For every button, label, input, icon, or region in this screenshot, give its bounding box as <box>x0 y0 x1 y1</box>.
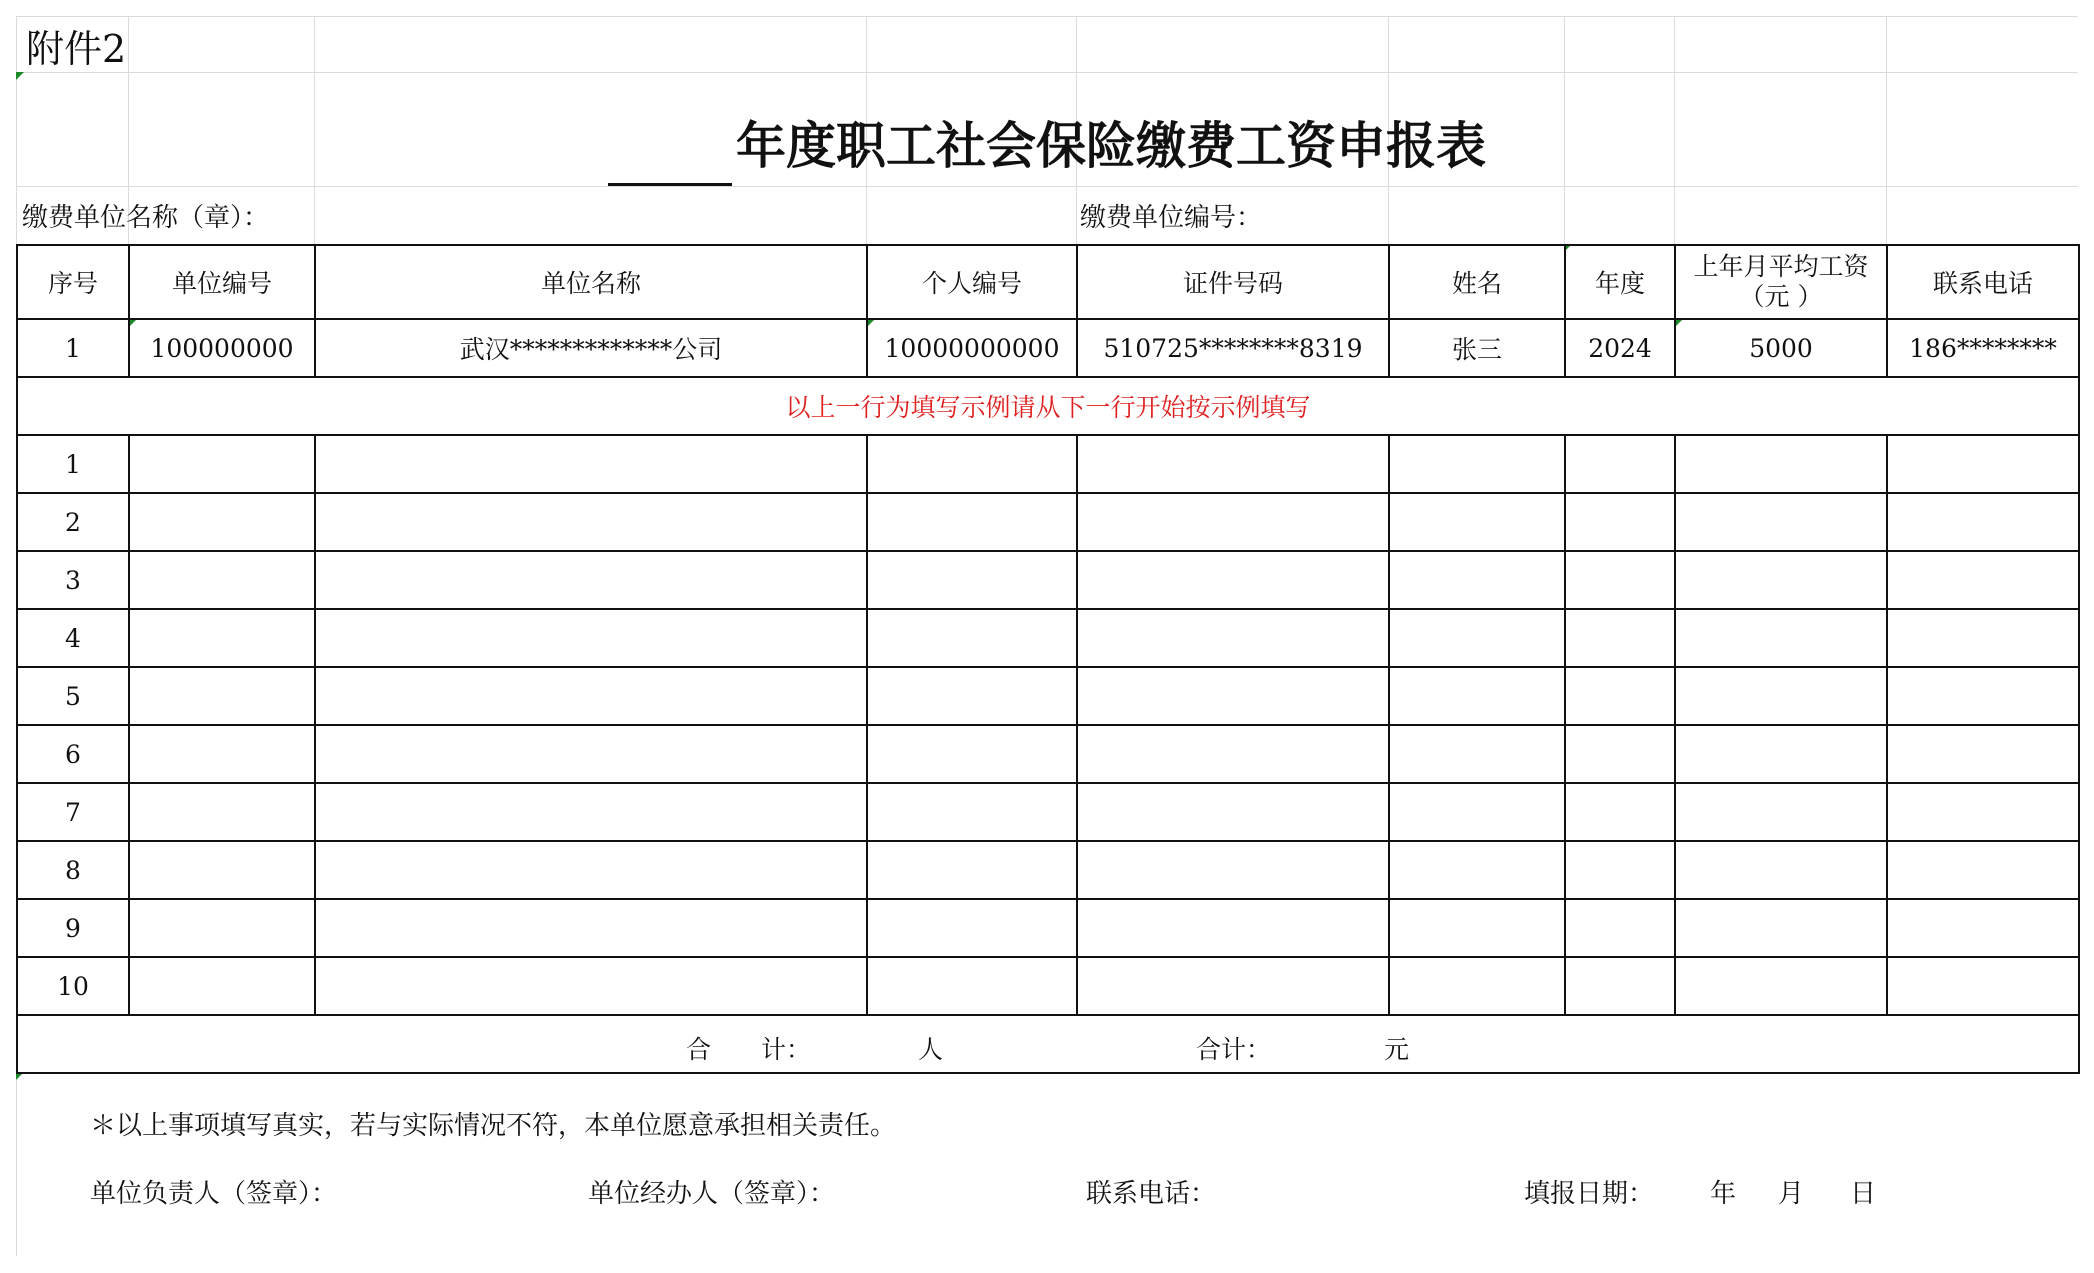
annex-label: 附件2 <box>26 27 127 71</box>
table-cell[interactable] <box>129 667 315 725</box>
row-number: 5 <box>17 667 129 725</box>
table-cell[interactable] <box>1565 667 1675 725</box>
col-header-serial: 序号 <box>17 245 129 319</box>
year-blank[interactable] <box>608 131 732 186</box>
col-header-unit-name: 单位名称 <box>315 245 867 319</box>
table-cell[interactable] <box>867 435 1077 493</box>
spreadsheet-sheet <box>16 16 2078 1256</box>
col-header-year: 年度 <box>1565 245 1675 319</box>
table-cell[interactable] <box>129 493 315 551</box>
table-cell[interactable] <box>1077 725 1389 783</box>
table-cell[interactable] <box>315 899 867 957</box>
table-cell[interactable] <box>129 841 315 899</box>
table-cell[interactable] <box>1675 493 1887 551</box>
table-cell[interactable] <box>1077 957 1389 1015</box>
table-cell[interactable] <box>1077 667 1389 725</box>
table-cell[interactable] <box>867 667 1077 725</box>
row-number: 3 <box>17 551 129 609</box>
table-cell[interactable] <box>315 667 867 725</box>
example-cell[interactable]: 100000000 <box>129 319 315 377</box>
table-row <box>17 609 2079 667</box>
table-cell[interactable] <box>1077 551 1389 609</box>
row-number: 7 <box>17 783 129 841</box>
example-row <box>17 319 2079 377</box>
table-cell[interactable] <box>129 957 315 1015</box>
table-cell[interactable] <box>867 609 1077 667</box>
table-cell[interactable] <box>1389 551 1565 609</box>
gridline <box>16 72 2078 73</box>
table-cell[interactable] <box>1077 435 1389 493</box>
table-cell[interactable] <box>129 435 315 493</box>
totals-currency-unit: 元 <box>1384 1035 1410 1064</box>
table-cell[interactable] <box>1675 957 1887 1015</box>
table-cell[interactable] <box>1077 609 1389 667</box>
fill-date-label: 填报日期： <box>1524 1179 1655 1209</box>
example-cell[interactable]: 10000000000 <box>867 319 1077 377</box>
table-cell[interactable] <box>1675 899 1887 957</box>
table-cell[interactable] <box>1887 493 2079 551</box>
totals-people-unit: 人 <box>918 1035 944 1064</box>
table-cell[interactable] <box>1675 435 1887 493</box>
table-cell[interactable] <box>129 725 315 783</box>
unit-name-label: 缴费单位名称（章）： <box>22 203 270 233</box>
row-number: 2 <box>17 493 129 551</box>
table-cell[interactable] <box>867 493 1077 551</box>
table-cell[interactable] <box>1887 725 2079 783</box>
table-cell[interactable] <box>129 551 315 609</box>
table-cell[interactable] <box>1389 841 1565 899</box>
table-cell[interactable] <box>129 899 315 957</box>
row-number: 1 <box>17 435 129 493</box>
signature-head-label: 单位负责人（签章）： <box>90 1179 338 1209</box>
table-cell[interactable] <box>1389 725 1565 783</box>
table-cell[interactable] <box>315 725 867 783</box>
table-cell[interactable] <box>1565 551 1675 609</box>
row-number: 4 <box>17 609 129 667</box>
table-row <box>17 725 2079 783</box>
col-header-id-number: 证件号码 <box>1077 245 1389 319</box>
table-cell[interactable] <box>1389 609 1565 667</box>
table-cell[interactable] <box>867 841 1077 899</box>
table-cell[interactable] <box>129 783 315 841</box>
example-cell[interactable]: 186******** <box>1887 319 2079 377</box>
table-cell[interactable] <box>1887 841 2079 899</box>
form-title <box>16 106 2078 186</box>
col-header-avg-salary: 上年月平均工资（元 ） <box>1675 245 1887 319</box>
totals-line <box>18 1016 2078 1072</box>
example-cell[interactable]: 510725********8319 <box>1077 319 1389 377</box>
table-cell[interactable] <box>867 783 1077 841</box>
table-cell[interactable] <box>315 957 867 1015</box>
instruction-row <box>17 377 2079 435</box>
table-cell[interactable] <box>867 551 1077 609</box>
table-cell[interactable] <box>1675 725 1887 783</box>
table-cell[interactable] <box>1675 841 1887 899</box>
totals-cell[interactable] <box>17 1015 2079 1073</box>
table-cell[interactable] <box>1389 435 1565 493</box>
table-cell[interactable] <box>315 783 867 841</box>
table-cell[interactable] <box>1887 667 2079 725</box>
date-year-label: 年 <box>1710 1179 1737 1209</box>
example-cell[interactable]: 1 <box>17 319 129 377</box>
totals-row <box>17 1015 2079 1073</box>
table-cell[interactable] <box>1389 783 1565 841</box>
cell-marker-icon <box>16 72 24 80</box>
table-row <box>17 435 2079 493</box>
table-cell[interactable] <box>1675 783 1887 841</box>
table-cell[interactable] <box>1389 493 1565 551</box>
table-row <box>17 957 2079 1015</box>
col-header-personal-code: 个人编号 <box>867 245 1077 319</box>
table-cell[interactable] <box>1887 609 2079 667</box>
example-cell[interactable]: 2024 <box>1565 319 1675 377</box>
table-cell[interactable] <box>1565 957 1675 1015</box>
col-header-phone: 联系电话 <box>1887 245 2079 319</box>
date-day-label: 日 <box>1850 1179 1877 1209</box>
salary-declaration-table <box>16 244 2080 1074</box>
table-cell[interactable] <box>1887 957 2079 1015</box>
table-cell[interactable] <box>1675 609 1887 667</box>
table-cell[interactable] <box>1077 899 1389 957</box>
table-cell[interactable] <box>1565 899 1675 957</box>
header-row <box>17 245 2079 319</box>
col-header-unit-code: 单位编号 <box>129 245 315 319</box>
table-cell[interactable] <box>315 841 867 899</box>
table-row <box>17 551 2079 609</box>
table-cell[interactable] <box>867 725 1077 783</box>
example-cell[interactable]: 5000 <box>1675 319 1887 377</box>
table-cell[interactable] <box>315 435 867 493</box>
table-cell[interactable] <box>1565 493 1675 551</box>
date-month-label: 月 <box>1778 1179 1805 1209</box>
table-cell[interactable] <box>1887 435 2079 493</box>
form-title-text: 年度职工社会保险缴费工资申报表 <box>736 117 1486 175</box>
table-cell[interactable] <box>1565 783 1675 841</box>
table-cell[interactable] <box>129 609 315 667</box>
table-row <box>17 899 2079 957</box>
totals-sum-label: 合计： <box>1196 1035 1272 1064</box>
table-row <box>17 667 2079 725</box>
instruction-text: 以上一行为填写示例请从下一行开始按示例填写 <box>17 377 2079 435</box>
table-cell[interactable] <box>1675 667 1887 725</box>
table-row <box>17 841 2079 899</box>
table-cell[interactable] <box>867 899 1077 957</box>
table-cell[interactable] <box>1887 899 2079 957</box>
table-cell[interactable] <box>1565 725 1675 783</box>
table-cell[interactable] <box>315 551 867 609</box>
table-cell[interactable] <box>1077 783 1389 841</box>
col-header-name: 姓名 <box>1389 245 1565 319</box>
totals-label: 合 计： <box>686 1035 812 1064</box>
example-cell[interactable]: 张三 <box>1389 319 1565 377</box>
gridline <box>16 16 2078 17</box>
row-number: 9 <box>17 899 129 957</box>
signature-handler-label: 单位经办人（签章）： <box>588 1179 836 1209</box>
table-cell[interactable] <box>1675 551 1887 609</box>
table-cell[interactable] <box>1389 957 1565 1015</box>
table-cell[interactable] <box>1565 841 1675 899</box>
table-cell[interactable] <box>867 957 1077 1015</box>
row-number: 8 <box>17 841 129 899</box>
row-number: 6 <box>17 725 129 783</box>
table-cell[interactable] <box>1887 783 2079 841</box>
table-cell[interactable] <box>1565 609 1675 667</box>
declaration-text: ＊以上事项填写真实，若与实际情况不符，本单位愿意承担相关责任。 <box>90 1111 897 1141</box>
table-cell[interactable] <box>1077 841 1389 899</box>
table-cell[interactable] <box>1887 551 2079 609</box>
gridline <box>16 186 2078 187</box>
row-number: 10 <box>17 957 129 1015</box>
table-cell[interactable] <box>1565 435 1675 493</box>
example-cell[interactable]: 武汉*************公司 <box>315 319 867 377</box>
unit-code-label: 缴费单位编号： <box>1080 203 1263 233</box>
signature-phone-label: 联系电话： <box>1086 1179 1217 1209</box>
table-cell[interactable] <box>315 609 867 667</box>
table-cell[interactable] <box>1077 493 1389 551</box>
table-row <box>17 493 2079 551</box>
table-cell[interactable] <box>1389 899 1565 957</box>
table-row <box>17 783 2079 841</box>
table-cell[interactable] <box>315 493 867 551</box>
table-cell[interactable] <box>1389 667 1565 725</box>
